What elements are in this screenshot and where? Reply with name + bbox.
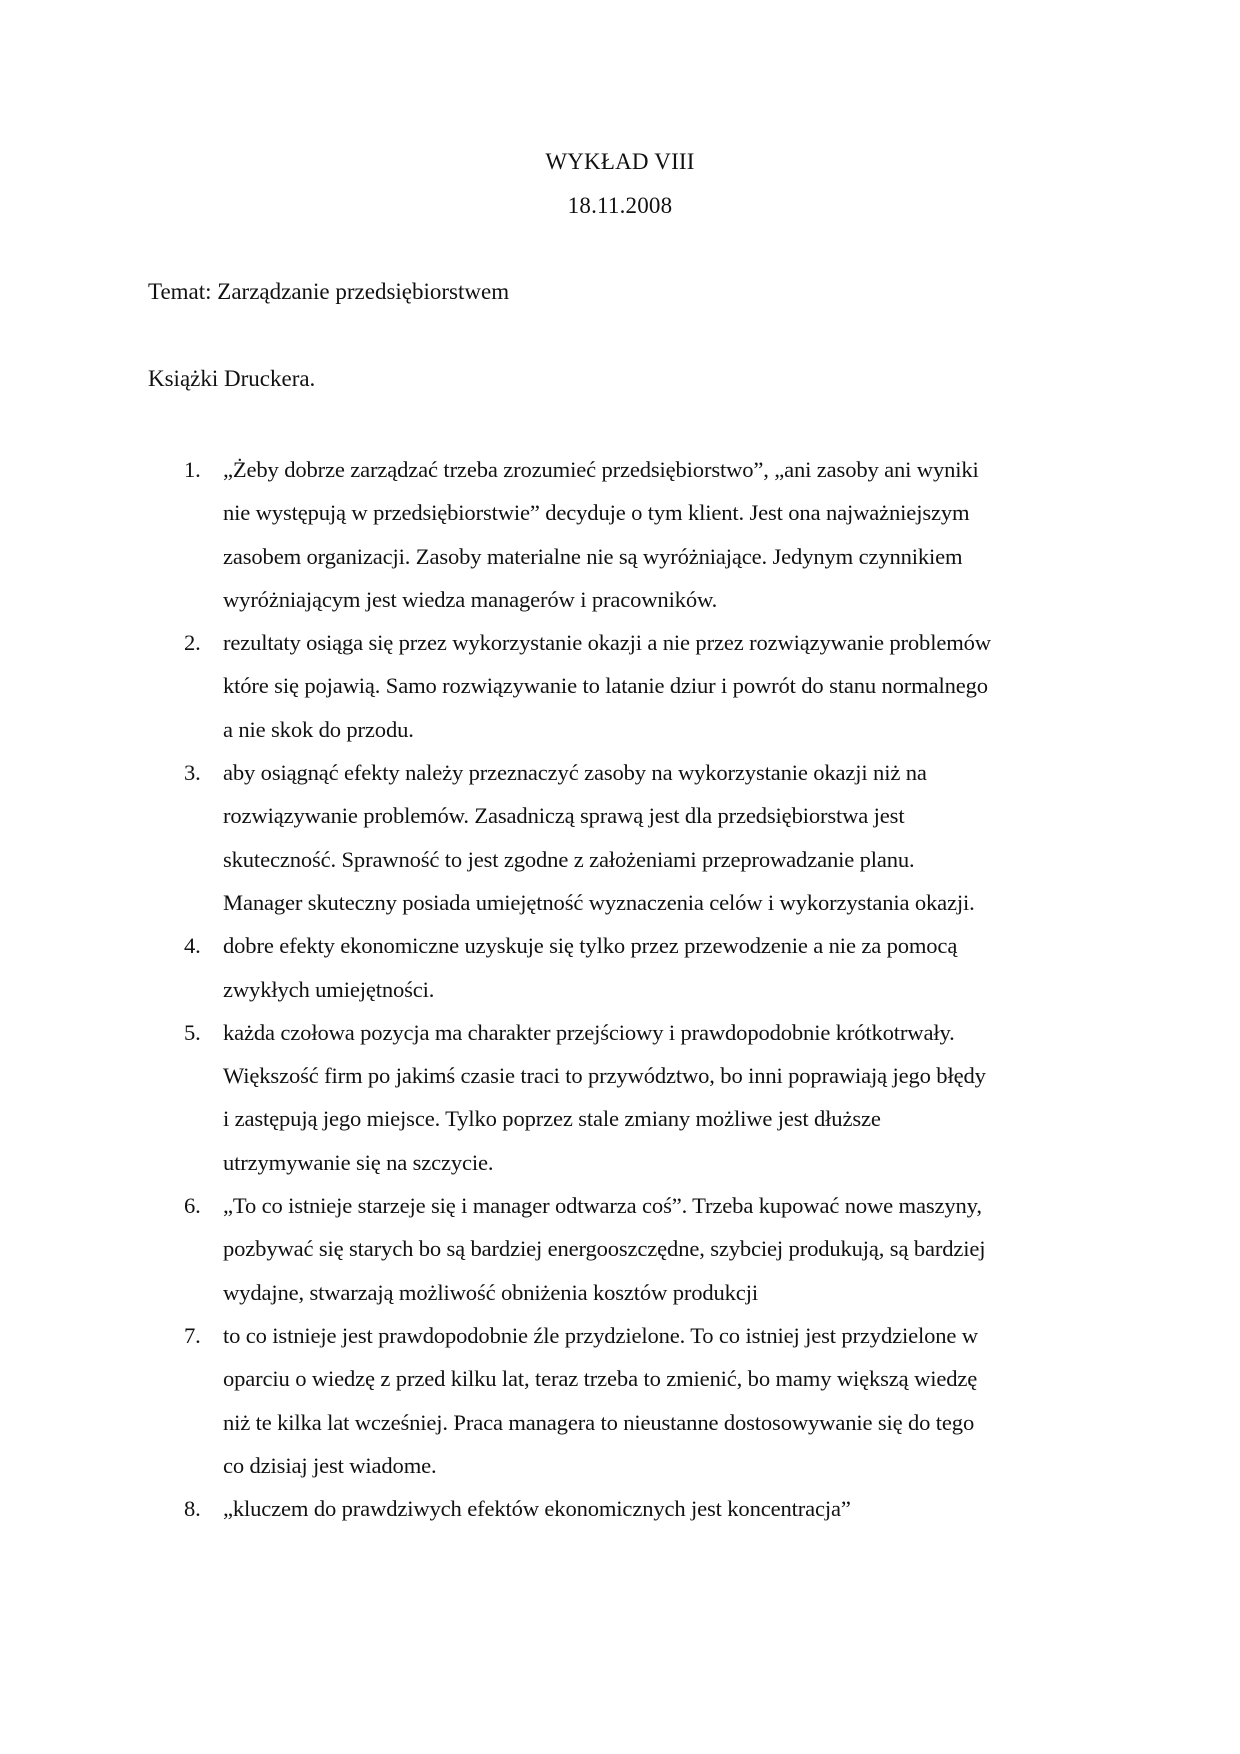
list-item	[148, 621, 1098, 751]
list-item-number: 4.	[184, 933, 201, 959]
numbered-list	[148, 448, 1098, 1530]
list-item-line: dobre efekty ekonomiczne uzyskuje się tylko przez przewodzenie a nie za pomocą	[223, 933, 958, 959]
lecture-date: 18.11.2008	[567, 193, 673, 218]
list-item-line: niż te kilka lat wcześniej. Praca managera to nieustanne dostosowywanie się do tego	[223, 1409, 975, 1435]
list-item-line: wydajne, stwarzają możliwość obniżenia kosztów produkcji	[223, 1279, 758, 1305]
list-item-number: 3.	[184, 760, 201, 786]
list-item-line: i zastępują jego miejsce. Tylko poprzez stale zmiany możliwe jest dłuższe	[223, 1106, 881, 1132]
list-item-line: każda czołowa pozycja ma charakter przejściowy i prawdopodobnie krótkotrwały.	[223, 1019, 955, 1045]
list-item	[148, 1011, 1098, 1184]
list-item-line: Większość firm po jakimś czasie traci to przywództwo, bo inni poprawiają jego błędy	[223, 1063, 986, 1089]
books-heading: Książki Druckera.	[148, 366, 316, 391]
list-item-line: które się pojawią. Samo rozwiązywanie to latanie dziur i powrót do stanu normalnego	[223, 673, 988, 699]
list-item	[148, 1487, 1098, 1530]
list-item-line: utrzymywanie się na szczycie.	[223, 1149, 494, 1175]
list-item-line: oparciu o wiedzę z przed kilku lat, teraz trzeba to zmienić, bo mamy większą wiedzę	[223, 1366, 978, 1392]
list-item-line: wyróżniającym jest wiedza managerów i pracowników.	[223, 586, 718, 612]
list-item-line: nie występują w przedsiębiorstwie” decyduje o tym klient. Jest ona najważniejszym	[223, 500, 970, 526]
list-item	[148, 751, 1098, 924]
list-item-line: rozwiązywanie problemów. Zasadniczą sprawą jest dla przedsiębiorstwa jest	[223, 803, 905, 829]
list-item-line: skuteczność. Sprawność to jest zgodne z założeniami przeprowadzanie planu.	[223, 846, 915, 872]
list-item-line: zwykłych umiejętności.	[223, 976, 435, 1002]
list-item-number: 1.	[184, 457, 201, 482]
lecture-topic: Temat: Zarządzanie przedsiębiorstwem	[148, 279, 510, 304]
list-item	[148, 1184, 1098, 1314]
list-item-line: rezultaty osiąga się przez wykorzystanie okazji a nie przez rozwiązywanie problemów	[223, 630, 991, 656]
list-item-number: 5.	[184, 1019, 201, 1045]
list-item-line: co dzisiaj jest wiadome.	[223, 1452, 437, 1478]
list-item	[148, 1314, 1098, 1487]
list-item-line: zasobem organizacji. Zasoby materialne nie są wyróżniające. Jedynym czynnikiem	[223, 543, 963, 569]
list-item-line: pozbywać się starych bo są bardziej energooszczędne, szybciej produkują, są bardziej	[223, 1236, 986, 1262]
list-item	[148, 924, 1098, 1011]
list-item-line: a nie skok do przodu.	[223, 716, 414, 742]
list-item-line: „Żeby dobrze zarządzać trzeba zrozumieć przedsiębiorstwo”, „ani zasoby ani wyniki	[223, 457, 979, 482]
list-item-line: „kluczem do prawdziwych efektów ekonomicznych jest koncentracja”	[223, 1496, 851, 1522]
list-item-line: Manager skuteczny posiada umiejętność wyznaczenia celów i wykorzystania okazji.	[223, 889, 975, 915]
list-item-line: aby osiągnąć efekty należy przeznaczyć zasoby na wykorzystanie okazji niż na	[223, 760, 927, 786]
list-item-number: 6.	[184, 1193, 201, 1219]
list-item-line: „To co istnieje starzeje się i manager odtwarza coś”. Trzeba kupować nowe maszyny,	[223, 1193, 982, 1219]
list-item-number: 2.	[184, 630, 201, 656]
lecture-title: WYKŁAD VIII	[545, 149, 695, 174]
list-item-number: 8.	[184, 1496, 201, 1522]
list-item-line: to co istnieje jest prawdopodobnie źle przydzielone. To co istniej jest przydzielone w	[223, 1322, 978, 1348]
list-item-number: 7.	[184, 1322, 201, 1348]
list-item	[148, 448, 1098, 621]
